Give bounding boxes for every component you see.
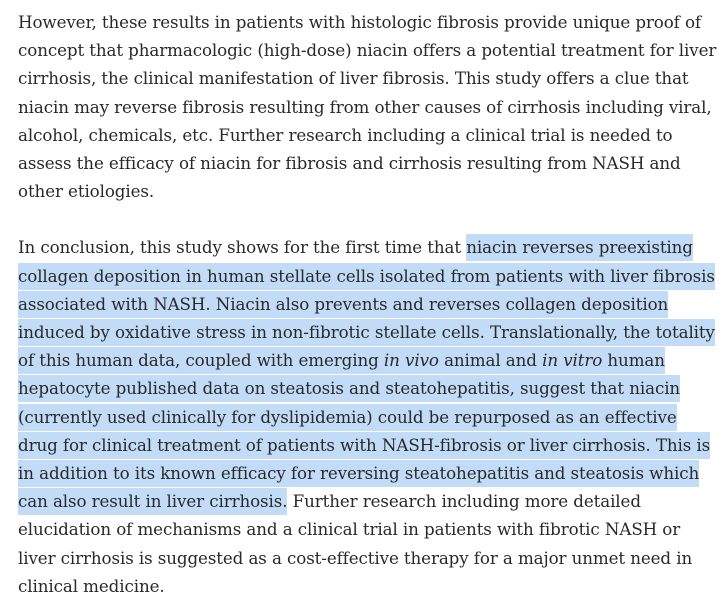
paragraph-conclusion xyxy=(18,233,718,600)
paragraph-fibrosis-proof-of-concept: However, these results in patients with histologic fibrosis provide unique proof of concept that pharmacologic (high-dose) niacin offers a potential treatment for liver cirrhosis, the clinical manifestation of liver fibrosis. This study offers a clue that niacin may reverse fibrosis resulting from other causes of cirrhosis including viral, alcohol, chemicals, etc. Further research including a clinical trial is needed to assess the efficacy of niacin for fibrosis and cirrhosis resulting from NASH and other etiologies. xyxy=(18,12,717,202)
highlight-text-part-1: niacin reverses preexisting collagen deposition in human stellate cells isolated from patients with liver fibrosis associated with NASH. Niacin also prevents and reverses collagen deposition induced by oxidative stress in non-fibrotic stellate cells. Translationally, the totality of this human data, coupled with emerging xyxy=(18,237,715,371)
italic-in-vivo: in vivo xyxy=(383,350,439,371)
conclusion-tail-text: Further research including more detailed elucidation of mechanisms and a clinical trial in patients with fibrotic NASH or liver cirrhosis is suggested as a cost-effective therapy for a major unmet need in clinical medicine. xyxy=(18,491,693,596)
selected-text-highlight[interactable] xyxy=(18,234,715,515)
conclusion-lead-text: In conclusion, this study shows for the first time that xyxy=(18,237,467,258)
italic-in-vitro: in vitro xyxy=(542,350,603,371)
article-body xyxy=(18,8,718,600)
highlight-text-part-3: human hepatocyte published data on steatosis and steatohepatitis, suggest that niacin (currently used clinically for dyslipidemia) could be repurposed as an effective drug for clinical treatment of patients with NASH-fibrosis or liver cirrhosis. This is in addition to its known efficacy for reversing steatohepatitis and steatosis which can also result in liver cirrhosis. xyxy=(18,350,711,512)
highlight-text-part-2: animal and xyxy=(438,350,543,371)
